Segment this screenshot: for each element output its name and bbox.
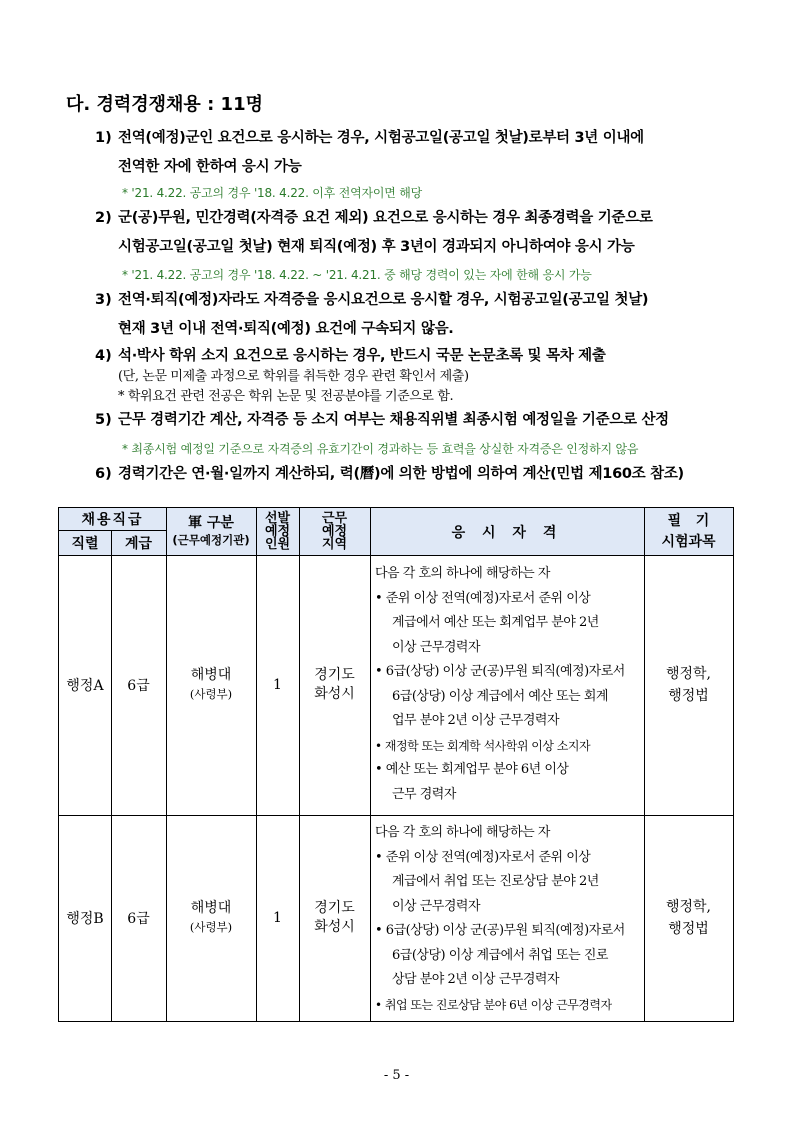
row1-count: 1 (273, 677, 282, 693)
qual-line: • 준위 이상 전역(예정)자로서 준위 이상 (375, 590, 591, 606)
item-text: 석·박사 학위 소지 요건으로 응시하는 경우, 반드시 국문 논문초록 및 목차 제출 (118, 348, 606, 364)
item-number: 2) (95, 210, 112, 226)
header-branch-sub: (근무예정기관) (172, 532, 250, 547)
qual-line: 이상 근무경력자 (392, 898, 481, 914)
item-text: 경력기간은 연·월·일까지 계산하되, 력(曆)에 의한 방법에 의하여 계산(민법 제160조 참조) (118, 466, 684, 482)
header-region-line: 근무 (321, 511, 348, 526)
qual-line: 근무 경력자 (392, 786, 456, 802)
header-branch (166, 508, 256, 555)
item-text: 전역한 자에 한하여 응시 가능 (118, 159, 302, 175)
qual-line: • 6급(상당) 이상 군(공)무원 퇴직(예정)자로서 (375, 664, 625, 679)
qual-line: 다음 각 호의 하나에 해당하는 자 (375, 566, 550, 581)
item-number: 3) (95, 292, 112, 308)
header-region-line: 예정 (321, 524, 348, 539)
qual-line: • 재정학 또는 회계학 석사학위 이상 소지자 (375, 738, 591, 753)
header-count-line: 예정 (264, 524, 291, 539)
qual-line: 다음 각 호의 하나에 해당하는 자 (375, 825, 550, 840)
row1-branch (166, 555, 256, 815)
item-number: 5) (95, 412, 112, 428)
item-text: 근무 경력기간 계산, 자격증 등 소지 여부는 채용직위별 최종시험 예정일을 기준으로 산정 (118, 412, 669, 428)
list-item (95, 406, 745, 435)
row1-region-line: 화성시 (314, 686, 355, 702)
row2-exam-line: 행정학, (665, 899, 712, 915)
row2-region-line: 경기도 (314, 900, 355, 916)
row2-qualification (375, 821, 625, 1017)
note-text: * '21. 4.22. 공고의 경우 '18. 4.22. ~ '21. 4.21. 중 해당 경력이 있는 자에 한해 응시 가능 (122, 268, 592, 282)
header-series: 직렬 (71, 535, 99, 552)
list-item (95, 460, 745, 489)
row1-branch-name: 해병대 (190, 667, 232, 683)
qual-line: • 6급(상당) 이상 군(공)무원 퇴직(예정)자로서 (375, 923, 625, 938)
item-text: 시험공고일(공고일 첫날) 현재 퇴직(예정) 후 3년이 경과되지 아니하여야 응시 가능 (118, 239, 635, 255)
header-count-line: 인원 (264, 537, 291, 552)
header-region (299, 508, 370, 555)
header-qualification: 응 시 자 격 (451, 524, 563, 541)
list-item (95, 124, 745, 182)
item-text: 군(공)무원, 민간경력(자격증 요건 제외) 요건으로 응시하는 경우 최종경력을 기준으로 (118, 210, 653, 226)
item-number: 1) (95, 130, 112, 146)
row2-branch-sub: (사령부) (189, 920, 233, 934)
row2-exam-line: 행정법 (668, 921, 709, 937)
item-text: 전역·퇴직(예정)자라도 자격증을 응시요건으로 응시할 경우, 시험공고일(공고일 첫날) (118, 292, 649, 308)
qual-line: • 예산 또는 회계업무 분야 6년 이상 (375, 762, 569, 777)
row2-series: 행정B (66, 911, 104, 927)
row2-grade: 6급 (127, 911, 150, 927)
list-item (95, 204, 745, 262)
row1-region-line: 경기도 (314, 667, 355, 683)
row1-exam (644, 555, 733, 815)
row2-count: 1 (273, 910, 282, 926)
header-branch-label: 軍 구분 (188, 514, 234, 531)
row1-branch-sub: (사령부) (189, 687, 233, 701)
item-text: 현재 3년 이내 전역·퇴직(예정) 요건에 구속되지 않음. (118, 321, 454, 337)
header-exam (644, 508, 733, 555)
qual-line: 상담 분야 2년 이상 근무경력자 (392, 972, 559, 987)
row1-grade: 6급 (127, 678, 150, 694)
item-number: 6) (95, 466, 112, 482)
section-title: 다. 경력경쟁채용 : 11명 (66, 94, 263, 115)
note-text: * '21. 4.22. 공고의 경우 '18. 4.22. 이후 전역자이면 해당 (122, 186, 423, 200)
note-text: * 최종시험 예정일 기준으로 자격증의 유효기간이 경과하는 등 효력을 상실한 자격증은 인정하지 않음 (122, 442, 639, 456)
qual-line: 6급(상당) 이상 계급에서 취업 또는 진로 (392, 947, 608, 963)
row2-exam (644, 815, 733, 1021)
row2-region-line: 화성시 (314, 919, 355, 935)
header-exam-line: 필 기 (667, 512, 710, 529)
item-number: 4) (95, 348, 112, 364)
row1-exam-line: 행정법 (668, 688, 709, 704)
note-text: (단, 논문 미제출 과정으로 학위를 취득한 경우 관련 확인서 제출) (118, 369, 469, 384)
row1-exam-line: 행정학, (665, 666, 712, 682)
row2-region (299, 815, 370, 1021)
row1-region (299, 555, 370, 815)
row2-branch-name: 해병대 (190, 900, 232, 916)
item-text: 전역(예정)군인 요건으로 응시하는 경우, 시험공고일(공고일 첫날)로부터 3년 이내에 (118, 130, 644, 146)
qual-line: 계급에서 예산 또는 회계업무 분야 2년 (392, 615, 599, 630)
qual-line: 이상 근무경력자 (392, 639, 481, 655)
header-region-line: 지역 (321, 537, 348, 552)
row1-series: 행정A (66, 678, 104, 694)
qual-line: 계급에서 취업 또는 진로상담 분야 2년 (392, 874, 599, 889)
note-text: * 학위요건 관련 전공은 학위 논문 및 전공분야를 기준으로 함. (118, 389, 454, 404)
header-count (256, 508, 299, 555)
row1-qualification (375, 562, 625, 807)
header-recruit-grade: 채용직급 (81, 512, 144, 528)
qual-line: 6급(상당) 이상 계급에서 예산 또는 회계 (392, 688, 608, 704)
qual-line: • 준위 이상 전역(예정)자로서 준위 이상 (375, 849, 591, 865)
header-exam-line: 시험과목 (661, 533, 716, 550)
row2-branch (166, 815, 256, 1021)
table-divider (370, 508, 371, 1021)
qual-line: 업무 분야 2년 이상 근무경력자 (392, 713, 559, 728)
recruitment-table (58, 507, 734, 1022)
list-item (95, 286, 745, 344)
header-count-line: 선발 (264, 511, 291, 526)
qual-line: • 취업 또는 진로상담 분야 6년 이상 근무경력자 (375, 997, 612, 1012)
header-grade: 계급 (124, 535, 153, 552)
page-number: - 5 - (383, 1068, 410, 1083)
